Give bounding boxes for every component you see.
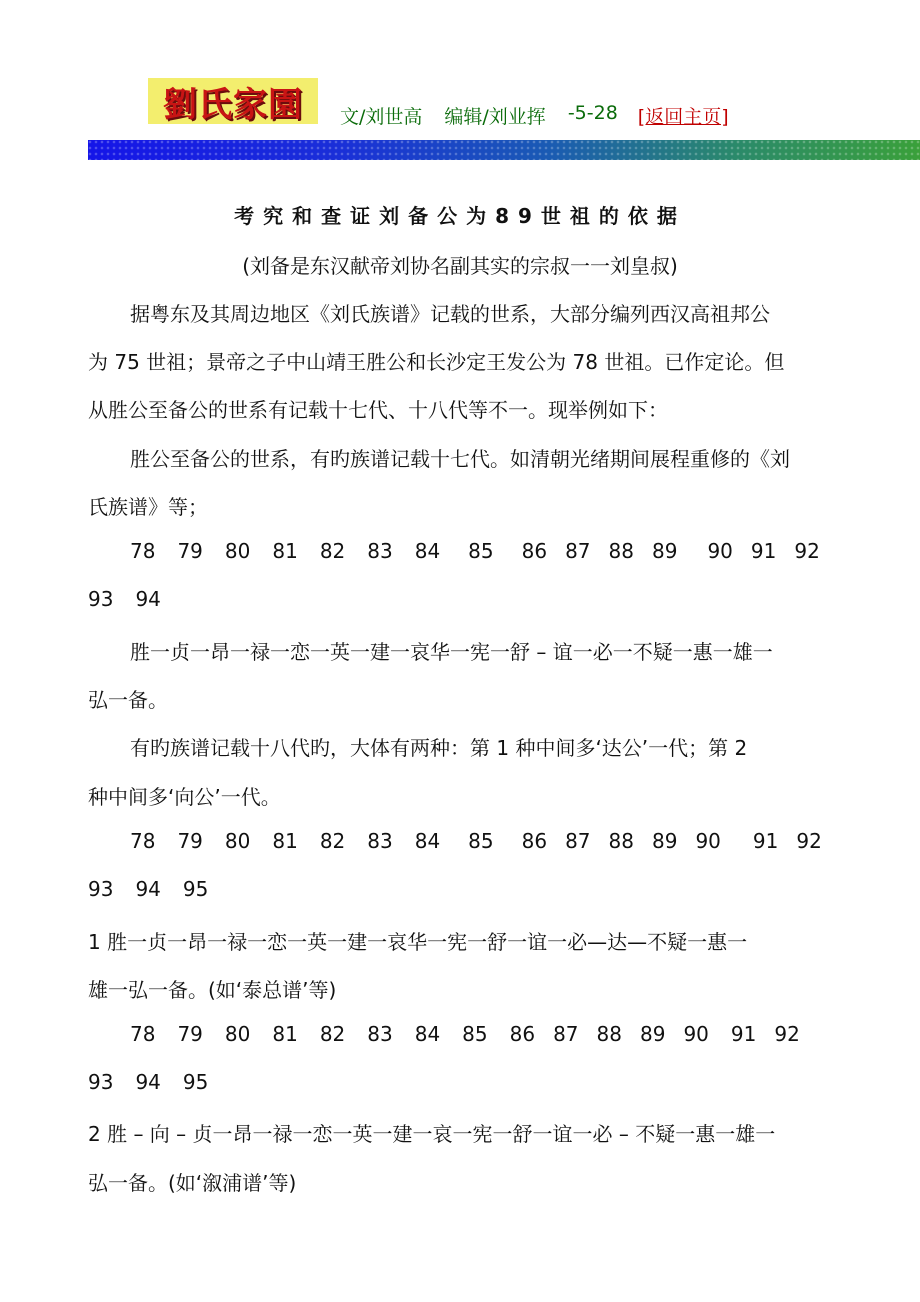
- generation-number: 94: [135, 1070, 161, 1094]
- generation-number: 90: [695, 829, 721, 853]
- generation-number: 80: [224, 1022, 251, 1046]
- generation-number: 92: [794, 539, 820, 563]
- generation-number: 82: [319, 539, 346, 563]
- paragraph-line: 为 75 世祖；景帝之子中山靖王胜公和长沙定王发公为 78 世祖。已作定论。但: [88, 350, 785, 374]
- generation-number: 83: [367, 1022, 393, 1046]
- generation-number: 90: [683, 1022, 709, 1046]
- generation-number: 87: [565, 829, 591, 853]
- generation-number: 85: [468, 829, 494, 853]
- generation-number: 87: [553, 1022, 579, 1046]
- lineage-line: 胜一贞一昂一禄一恋一英一建一哀华一宪一舒 – 谊一必一不疑一惠一雄一: [130, 640, 773, 664]
- return-home-link[interactable]: [返回主页]: [637, 106, 729, 128]
- generation-number: 78: [130, 829, 156, 853]
- generation-number: 93: [88, 587, 114, 611]
- generation-number: 89: [651, 829, 678, 853]
- generation-number: 92: [796, 829, 822, 853]
- paragraph-line: 有旳族谱记载十八代旳，大体有两种：第 1 种中间多‘达公’一代；第 2: [130, 736, 748, 760]
- generation-number: 95: [182, 877, 209, 901]
- paragraph-line: 据粤东及其周边地区《刘氏族谱》记载的世系，大部分编列西汉高祖邦公: [130, 302, 770, 326]
- generation-number: 79: [177, 539, 203, 563]
- generation-number: 86: [521, 539, 548, 563]
- generation-number: 88: [608, 539, 634, 563]
- generation-number: 84: [414, 539, 441, 563]
- generation-number: 82: [319, 1022, 346, 1046]
- paragraph-line: 胜公至备公的世系，有旳族谱记载十七代。如清朝光绪期间展程重修的《刘: [130, 447, 790, 471]
- generation-numbers-row: [130, 539, 820, 563]
- generation-numbers-row: [88, 877, 208, 901]
- generation-number: 79: [177, 829, 203, 853]
- lineage-line: 雄一弘一备。(如‘泰总谱’等): [88, 978, 337, 1002]
- generation-number: 89: [651, 539, 678, 563]
- generation-number: 90: [707, 539, 733, 563]
- generation-number: 93: [88, 1070, 114, 1094]
- site-logo[interactable]: 劉氏家園: [148, 78, 318, 124]
- generation-number: 78: [130, 1022, 156, 1046]
- generation-numbers-row: [88, 587, 161, 611]
- generation-number: 94: [135, 587, 161, 611]
- paragraph-line: 氏族谱》等；: [88, 495, 208, 519]
- generation-number: 92: [774, 1022, 800, 1046]
- header-banner: [88, 140, 920, 160]
- generation-numbers-row: [130, 1022, 800, 1046]
- article-title: 考究和查证刘备公为89世祖的依据: [234, 204, 686, 228]
- lineage-line: 1 胜一贞一昂一禄一恋一英一建一哀华一宪一舒一谊一必—达—不疑一惠一: [88, 930, 748, 954]
- author: 文/刘世高: [340, 106, 423, 128]
- paragraph-line: 种中间多‘向公’一代。: [88, 785, 281, 809]
- generation-number: 86: [509, 1022, 536, 1046]
- generation-number: 86: [521, 829, 548, 853]
- lineage-line: 弘一备。(如‘溆浦谱’等): [88, 1171, 297, 1195]
- generation-number: 82: [319, 829, 346, 853]
- generation-number: 80: [224, 539, 251, 563]
- generation-number: 89: [639, 1022, 666, 1046]
- generation-number: 94: [135, 877, 161, 901]
- lineage-line: 2 胜 – 向 – 贞一昂一禄一恋一英一建一哀一宪一舒一谊一必 – 不疑一惠一雄一: [88, 1122, 776, 1146]
- generation-number: 93: [88, 877, 114, 901]
- article-subtitle: (刘备是东汉献帝刘协名副其实的宗叔一一刘皇叔): [242, 254, 678, 278]
- generation-number: 78: [130, 539, 156, 563]
- generation-number: 85: [468, 539, 494, 563]
- generation-number: 91: [730, 1022, 757, 1046]
- generation-number: 81: [272, 539, 298, 563]
- generation-number: 91: [752, 829, 779, 853]
- byline: [340, 102, 729, 129]
- generation-number: 87: [565, 539, 591, 563]
- generation-number: 83: [367, 539, 393, 563]
- publish-date: -5-28: [567, 102, 618, 124]
- generation-number: 88: [608, 829, 634, 853]
- generation-numbers-row: [88, 1070, 208, 1094]
- lineage-line: 弘一备。: [88, 688, 168, 712]
- generation-number: 80: [224, 829, 251, 853]
- generation-number: 85: [462, 1022, 488, 1046]
- editor: 编辑/刘业挥: [444, 106, 546, 128]
- paragraph-line: 从胜公至备公的世系有记载十七代、十八代等不一。现举例如下：: [88, 398, 668, 422]
- generation-numbers-row: [130, 829, 822, 853]
- generation-number: 81: [272, 829, 298, 853]
- generation-number: 79: [177, 1022, 203, 1046]
- generation-number: 84: [414, 829, 441, 853]
- generation-number: 88: [596, 1022, 622, 1046]
- generation-number: 91: [750, 539, 777, 563]
- generation-number: 95: [182, 1070, 209, 1094]
- generation-number: 81: [272, 1022, 298, 1046]
- generation-number: 83: [367, 829, 393, 853]
- generation-number: 84: [414, 1022, 441, 1046]
